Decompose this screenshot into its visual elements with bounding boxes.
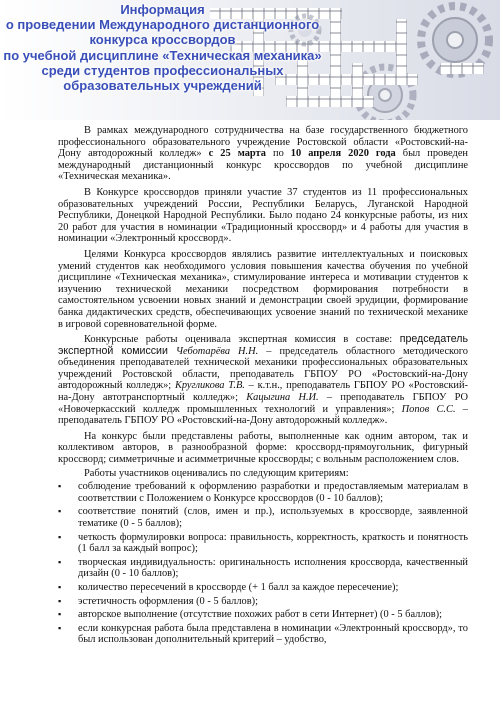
text: – к.т.н., преподаватель ГБПОУ РО «Ростовский-на-Дону автотранспортный колледж»; — [58, 380, 468, 404]
text: был проведен международный дистанционный конкурс кроссвордов по учебной дисциплине «Техническая механика». — [58, 148, 468, 183]
criterion-text: творческая индивидуальность: оригинальность исполнения кроссворда, качественный дизайн (0 - 10 баллов); — [78, 556, 468, 580]
text: по — [265, 148, 291, 160]
bullet-icon: ▪ — [58, 595, 62, 606]
criteria-list — [58, 481, 468, 646]
jury-member-name: Попов С.С. — [401, 403, 456, 415]
date-end: 10 апреля 2020 года — [290, 148, 396, 160]
criterion-text: если конкурсная работа была представлена в номинации «Электронный кроссворд», то был использован дополнительный критерий – удобство, — [78, 622, 468, 646]
bullet-icon: ▪ — [58, 531, 62, 542]
paragraph-forms: На конкурс были представлены работы, выполненные как одним автором, так и коллективом авторов, в разнообразной форме: кроссворд-прямоугольник, фигурный кроссворд; симметричные и асимметричные кроссворды; с вольным расположением слов. — [58, 430, 468, 466]
title-line: о проведении Международного дистанционного — [5, 17, 320, 33]
text: В рамках международного сотрудничества на базе государственного бюджетного профессионального образовательного учреждение Ростовской области «Ростовский-на-Дону автодорожный колледж» — [58, 125, 468, 160]
header-banner — [0, 0, 500, 120]
criterion-text: соблюдение требований к оформлению разработки и предоставляемым материалам в соответствии с Положением о Конкурсе кроссвордов (0 - 10 баллов); — [78, 481, 468, 504]
document-body — [58, 125, 468, 648]
bullet-icon: ▪ — [58, 609, 62, 620]
jury-member-name: Кругликова Т.В. — [174, 380, 245, 392]
criterion-text: авторское выполнение (отсутствие похожих работ в сети Интернет) (0 - 5 баллов); — [78, 609, 442, 621]
criterion-text: четкость формулировки вопроса: правильность, корректность, краткость и понятность (1 балл за каждый вопрос); — [78, 531, 468, 555]
title-line: конкурса кроссвордов — [89, 32, 236, 48]
jury-member-name: Кацыгина Н.И. — [246, 392, 319, 404]
text: – председатель областного методического объединения преподавателей технической механики профессиональных образовательных учреждений Ростовской области, преподаватель ГБПОУ РО «Ростовский-на-Дону автодорожный колледж»; — [58, 345, 468, 392]
paragraph-criteria-intro: Работы участников оценивались по следующим критериям: — [84, 467, 349, 479]
bullet-icon: ▪ — [58, 506, 62, 517]
list-item — [58, 531, 468, 555]
bullet-icon: ▪ — [58, 581, 62, 592]
paragraph-goals: Целями Конкурса кроссвордов являлись развитие интеллектуальных и поисковых умений студентов как необходимого условия повышения качества обучения по учебной дисциплине «Техническая механика», стимулирование интереса и мотивации студентов к изучению технической механики посредством формирования потребности в самостоятельном усвоении новых знаний и демонстрации своей эрудиции, формирование банка дидактических средств, обеспечивающих усвоение знаний по технической механике в игровой соревновательной форме. — [58, 248, 468, 330]
criterion-text: эстетичность оформления (0 - 5 баллов); — [78, 595, 258, 607]
bullet-icon: ▪ — [58, 556, 62, 567]
list-item — [58, 609, 468, 621]
text: – преподаватель ГБПОУ РО «Новочеркасский колледж промышленных технологий и управления»; — [58, 392, 468, 415]
criterion-text: соответствие понятий (слов, имен и пр.), используемых в кроссворде, заявленной тематике (0 - 5 баллов); — [78, 506, 468, 529]
title-line: среди студентов профессиональных — [41, 62, 284, 78]
paragraph-jury — [58, 334, 468, 427]
bullet-icon: ▪ — [58, 622, 62, 633]
page-title — [0, 2, 325, 93]
paragraph-intro — [58, 125, 468, 183]
title-line: образовательных учреждений — [63, 78, 262, 94]
list-item — [58, 506, 468, 529]
title-line: по учебной дисциплине «Техническая механика» — [3, 47, 322, 63]
jury-chair-label: председатель экспертной комиссии — [58, 333, 468, 357]
list-item — [58, 622, 468, 646]
title-line: Информация — [120, 2, 205, 17]
bullet-icon: ▪ — [58, 481, 62, 492]
jury-member-name: Чеботарёва Н.Н. — [175, 345, 259, 357]
list-item — [58, 581, 468, 594]
criterion-text: количество пересечений в кроссворде (+ 1 балл за каждое пересечение); — [78, 581, 399, 593]
text: Конкурсные работы оценивала экспертная комиссия в составе: — [84, 334, 400, 346]
date-start: с 25 марта — [208, 148, 266, 160]
list-item — [58, 595, 468, 608]
list-item — [58, 481, 468, 504]
list-item — [58, 556, 468, 580]
paragraph-participants: В Конкурсе кроссвордов приняли участие 37 студентов из 11 профессиональных образовательных учреждений России, Республики Беларусь, Луганской Народной Республики, Донецкой Народной Республики. Было подано 24 конкурсные работы, из них 20 работ для участия в номинации «Традиционный кроссворд» и 4 работы для участия в номинации «Электронный кроссворд». — [58, 186, 468, 245]
text: – преподаватель ГБПОУ РО «Ростовский-на-Дону автодорожный колледж». — [58, 403, 468, 427]
